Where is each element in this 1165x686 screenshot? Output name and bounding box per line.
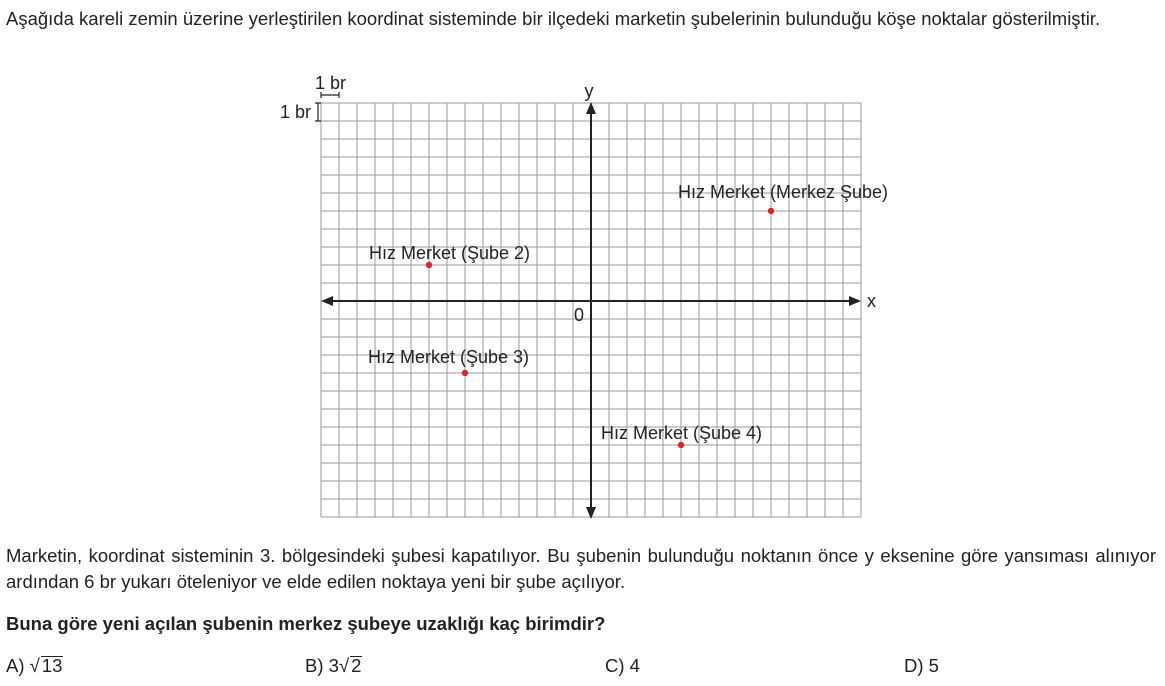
option-a[interactable] (6, 655, 63, 677)
intro-text: Aşağıda kareli zemin üzerine yerleştirilen koordinat sisteminde bir ilçedeki marketin şubelerinin bulunduğu köşe noktalar gösterilmiştir. (6, 8, 1101, 29)
branch-point-marker (768, 208, 774, 214)
branch-point-label: Hız Merket (Şube 3) (368, 347, 530, 367)
branch-point-label: Hız Merket (Şube 4) (601, 423, 763, 443)
branch-point-label: Hız Merket (Merkez Şube) (677, 182, 889, 202)
y-axis-label: y (584, 81, 594, 101)
option-d[interactable]: D) 5 (904, 655, 939, 676)
option-b-prefix: B) 3 (305, 655, 339, 676)
unit-y-bracket (315, 103, 321, 121)
option-a-prefix: A) (6, 655, 25, 676)
origin-label: 0 (574, 305, 585, 325)
problem-text: Marketin, koordinat sisteminin 3. bölgesindeki şubesi kapatılıyor. Bu şubenin bulunduğu noktanın önce y eksenine göre yansıması alınıyor ardından 6 br yukarı öteleniyor ve elde edilen noktaya yeni bir şube açılıyor. (6, 545, 1156, 592)
x-axis-arrow-icon (321, 296, 333, 306)
question-text: Buna göre yeni açılan şubenin merkez şubeye uzaklığı kaç birimdir? (6, 613, 606, 634)
axes (321, 102, 861, 519)
sqrt-symbol: √ (338, 655, 350, 676)
unit-x-label: 1 br (315, 73, 347, 93)
y-axis-arrow-icon (586, 102, 596, 114)
branch-point-marker (462, 370, 468, 376)
unit-markers (315, 92, 339, 121)
branch-point-label: Hız Merket (Şube 2) (369, 243, 531, 263)
option-c[interactable]: C) 4 (605, 655, 640, 676)
x-axis-label: x (867, 291, 876, 311)
sqrt-symbol: √ (29, 655, 40, 676)
unit-y-label: 1 br (279, 102, 311, 122)
x-axis-arrow-icon (849, 296, 861, 306)
branch-points (368, 182, 888, 448)
option-a-radicand: 13 (41, 655, 63, 676)
option-b[interactable] (305, 655, 362, 677)
option-b-radicand: 2 (351, 655, 362, 676)
